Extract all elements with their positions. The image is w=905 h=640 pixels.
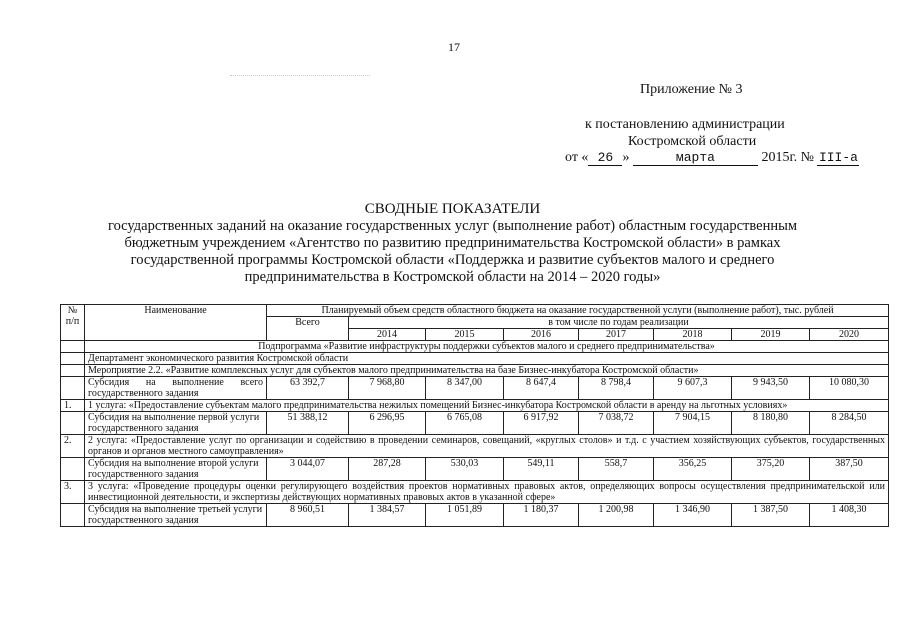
service-2-title-row — [61, 435, 889, 458]
value-cell: 1 387,50 — [732, 504, 810, 527]
value-cell: 8 647,4 — [504, 377, 579, 400]
value-cell: 3 044,07 — [267, 458, 349, 481]
empty-cell — [61, 341, 85, 353]
service-2-subsidy-row — [61, 458, 889, 481]
value-cell: 8 180,80 — [732, 412, 810, 435]
value-cell: 549,11 — [504, 458, 579, 481]
empty-cell — [61, 412, 85, 435]
year-cell: 2016 — [504, 329, 579, 341]
value-cell: 387,50 — [810, 458, 889, 481]
header-planned-volume: Планируемый объем средств областного бюджета на оказание государственной услуги (выполнение работ), тыс. рублей — [267, 305, 889, 317]
value-cell: 1 346,90 — [654, 504, 732, 527]
year-cell: 2015 — [426, 329, 504, 341]
value-cell: 7 038,72 — [579, 412, 654, 435]
value-cell: 7 904,15 — [654, 412, 732, 435]
value-cell: 530,03 — [426, 458, 504, 481]
service-subsidy-name: Субсидия на выполнение третьей услуги государственного задания — [85, 504, 267, 527]
date-mid: » — [622, 150, 630, 165]
header-name: Наименование — [85, 305, 267, 341]
resolution-line-1: к постановлению администрации — [585, 117, 785, 132]
empty-cell — [61, 504, 85, 527]
measure-row — [61, 365, 889, 377]
date-year: 2015г. № — [761, 150, 814, 165]
date-day: 26 — [588, 151, 622, 166]
value-cell: 1 384,57 — [349, 504, 426, 527]
service-number: 2. — [61, 435, 85, 458]
service-title: 2 услуга: «Предоставление услуг по организации и содействию в проведении семинаров, совещаний, «круглых столов» и т.д. с участием хозяйствующих субъектов, государственных органов и органов местного самоуправления» — [85, 435, 889, 458]
value-cell: 6 765,08 — [426, 412, 504, 435]
empty-cell — [61, 365, 85, 377]
header-no: № п/п — [61, 305, 85, 341]
value-cell: 1 408,30 — [810, 504, 889, 527]
value-cell: 8 284,50 — [810, 412, 889, 435]
value-cell: 10 080,30 — [810, 377, 889, 400]
empty-cell — [61, 458, 85, 481]
department-title: Департамент экономического развития Костромской области — [85, 353, 889, 365]
resolution-line-2: Костромской области — [628, 134, 757, 149]
value-cell: 6 917,92 — [504, 412, 579, 435]
header-total: Всего — [267, 317, 349, 341]
service-1-subsidy-row — [61, 412, 889, 435]
value-cell: 51 388,12 — [267, 412, 349, 435]
value-cell: 1 200,98 — [579, 504, 654, 527]
value-cell: 1 180,37 — [504, 504, 579, 527]
value-cell: 8 798,4 — [579, 377, 654, 400]
value-cell: 8 960,51 — [267, 504, 349, 527]
value-cell: 63 392,7 — [267, 377, 349, 400]
scan-artifact — [230, 75, 370, 77]
service-title: 3 услуга: «Проведение процедуры оценки регулирующего воздействия проектов нормативных правовых актов, определяющих вопросы осуществления предпринимательской или инвестиционной деятельности, и экспертизы действующих нормативных правовых актов в указанной сфере» — [85, 481, 889, 504]
value-cell: 9 943,50 — [732, 377, 810, 400]
department-row — [61, 353, 889, 365]
title-line-0: СВОДНЫЕ ПОКАЗАТЕЛИ — [364, 201, 541, 217]
page-number: 17 — [448, 40, 460, 54]
value-cell: 8 347,00 — [426, 377, 504, 400]
empty-cell — [61, 377, 85, 400]
title-line-1: государственных заданий на оказание государственных услуг (выполнение работ) областным государственным — [107, 218, 798, 234]
year-cell: 2019 — [732, 329, 810, 341]
year-cell: 2018 — [654, 329, 732, 341]
service-subsidy-name: Субсидия на выполнение первой услуги государственного задания — [85, 412, 267, 435]
year-cell: 2014 — [349, 329, 426, 341]
value-cell: 558,7 — [579, 458, 654, 481]
value-cell: 7 968,80 — [349, 377, 426, 400]
service-number: 1. — [61, 400, 85, 412]
value-cell: 375,20 — [732, 458, 810, 481]
total-subsidy-name: Субсидия на выполнение всего государственного задания — [85, 377, 267, 400]
resolution-number: III-а — [818, 150, 858, 165]
year-cell: 2017 — [579, 329, 654, 341]
value-cell: 356,25 — [654, 458, 732, 481]
date-prefix: от « — [565, 150, 589, 165]
table-header-row-1 — [61, 305, 889, 317]
date-month: марта — [633, 151, 758, 166]
total-subsidy-row — [61, 377, 889, 400]
measure-title: Мероприятие 2.2. «Развитие комплексных услуг для субъектов малого предпринимательства на базе Бизнес-инкубатора Костромской области» — [85, 365, 889, 377]
title-line-4: предпринимательства в Костромской области на 2014 – 2020 годы» — [244, 269, 661, 285]
document-title — [0, 201, 905, 286]
year-cell: 2020 — [810, 329, 889, 341]
header-by-years: в том числе по годам реализации — [349, 317, 889, 329]
subprogram-row — [61, 341, 889, 353]
service-3-subsidy-row — [61, 504, 889, 527]
appendix-heading: Приложение № 3 — [640, 82, 743, 97]
service-3-title-row — [61, 481, 889, 504]
service-1-title-row — [61, 400, 889, 412]
empty-cell — [61, 353, 85, 365]
value-cell: 287,28 — [349, 458, 426, 481]
service-number: 3. — [61, 481, 85, 504]
subprogram-title: Подпрограмма «Развитие инфраструктуры поддержки субъектов малого и среднего предпринимательства» — [85, 341, 889, 353]
service-title: 1 услуга: «Предоставление субъектам малого предпринимательства нежилых помещений Бизнес-инкубатора Костромской области в аренду на льготных условиях» — [85, 400, 889, 412]
value-cell: 9 607,3 — [654, 377, 732, 400]
title-line-2: бюджетным учреждением «Агентство по развитию предпринимательства Костромской области» в рамках — [124, 235, 781, 251]
resolution-date-line — [565, 150, 859, 166]
indicators-table — [60, 304, 889, 527]
service-subsidy-name: Субсидия на выполнение второй услуги государственного задания — [85, 458, 267, 481]
title-line-3: государственной программы Костромской области «Поддержка и развитие субъектов малого и среднего — [130, 252, 775, 268]
value-cell: 1 051,89 — [426, 504, 504, 527]
value-cell: 6 296,95 — [349, 412, 426, 435]
